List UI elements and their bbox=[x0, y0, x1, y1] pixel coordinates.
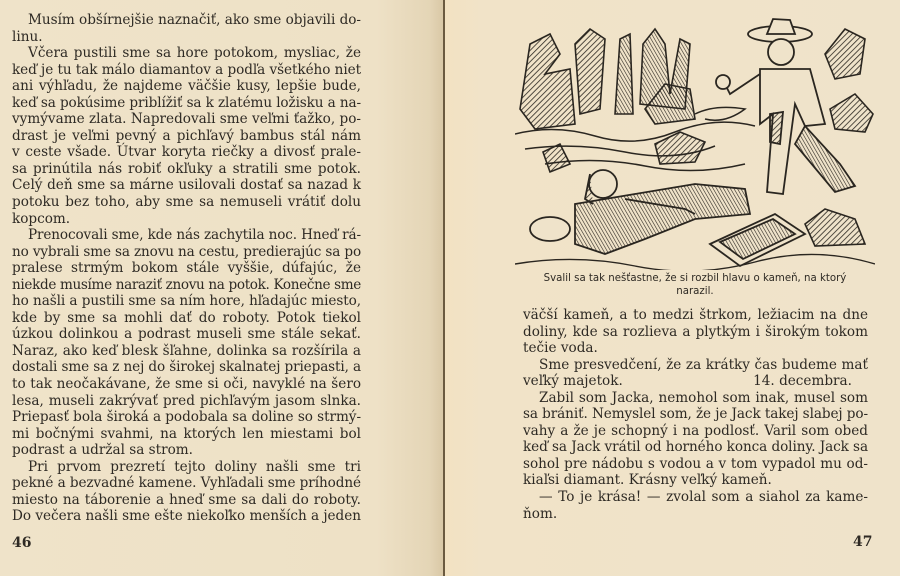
text-line: sa prinútila nás robiť okľuky a stratili sme potok. bbox=[12, 160, 361, 177]
text-line: Celý deň sme sa márne usilovali dostať sa nazad k bbox=[12, 177, 361, 194]
text-line: úzkou dolinkou a podrast museli sme stále sekať. bbox=[12, 326, 361, 343]
text-line: vahy a že je schopný i na podlosť. Varil som obed bbox=[523, 422, 868, 439]
text-line: Pri prvom prezretí tejto doliny našli sme tri bbox=[28, 458, 361, 475]
text-line: podrast a udržal sa strom. bbox=[12, 442, 193, 459]
text-line: Včera pustili sme sa hore potokom, mysliac, že bbox=[28, 45, 361, 62]
page-number-left: 46 bbox=[12, 535, 32, 551]
text-line: to tak neočakávane, že sme si oči, navyklé na šero bbox=[12, 376, 361, 393]
text-line: potoku bez toho, aby sme sa nemuseli vrátiť dolu bbox=[12, 194, 361, 211]
text-line: tečie voda. bbox=[523, 340, 598, 357]
text-line: Naraz, ako keď blesk šľahne, dolinka sa rozšírila a bbox=[12, 342, 361, 359]
text-line: niekde musíme naraziť znovu na potok. Konečne sme bbox=[12, 276, 361, 293]
text-line: dostali sme sa z nej do širokej skalnatej priepasti, a bbox=[12, 359, 361, 376]
diary-date: 14. decembra. bbox=[753, 373, 852, 390]
text-line: keď sa pokúsime priblížiť sa k zlatému ložisku a na- bbox=[12, 94, 361, 111]
text-line: kopcom. bbox=[12, 210, 71, 227]
text-line: doliny, kde sa rozlieva a plytkým i širokým tokom bbox=[523, 323, 868, 340]
text-line: mi bočnými svahmi, na ktorých len miestami bol bbox=[12, 425, 361, 442]
text-line: sa brániť. Nemyslel som, že je Jack takej slabej po- bbox=[523, 406, 868, 423]
text-line: drast je veľmi pevný a pichľavý bambus stál nám bbox=[12, 127, 361, 144]
page-number-right: 47 bbox=[853, 534, 873, 550]
text-line: keď je tu tak málo diamantov a podľa všetkého niet bbox=[12, 61, 361, 78]
text-line: v ceste všade. Útvar koryta riečky a divosť prale- bbox=[12, 144, 361, 161]
text-line: — To je krása! — zvolal som a siahol za kame- bbox=[539, 489, 868, 506]
rocks-left bbox=[520, 29, 605, 129]
text-line: kde by sme sa mohli dať do roboty. Potok tiekol bbox=[12, 309, 361, 326]
cactus bbox=[615, 29, 695, 124]
text-line: ho našli a pustili sme sa ním hore, hľadajúc miesto, bbox=[12, 293, 361, 310]
caption-line: Svalil sa tak nešťastne, že si rozbil hlavu o kameň, na ktorý bbox=[543, 273, 847, 284]
woodcut-illustration bbox=[515, 14, 875, 270]
text-line: lesa, museli zakrývať pred pichľavým jasom slnka. bbox=[12, 392, 361, 409]
ground bbox=[515, 254, 875, 270]
text-line: linu. bbox=[12, 28, 43, 45]
text-line: Musím obšírnejšie naznačiť, ako sme objavili do- bbox=[28, 12, 361, 28]
illustration-caption bbox=[520, 273, 870, 298]
caption-line: narazil. bbox=[676, 285, 714, 297]
text-line: kiaľsi diamant. Krásny veľký kameň. bbox=[523, 472, 772, 489]
text-line: Sme presvedčení, že za krátky čas budeme mať bbox=[539, 356, 868, 373]
text-line: Prenocovali sme, kde nás zachytila noc. Hneď rá- bbox=[28, 227, 361, 244]
text-line: Do večera našli sme ešte niekoľko menších a jeden bbox=[12, 508, 361, 525]
text-line: Priepasť bola široká a podobala sa doline so strmý- bbox=[12, 409, 361, 426]
sieve-box bbox=[710, 214, 805, 266]
text-line: no vybrali sme sa znovu na cestu, predierajúc sa po bbox=[12, 243, 361, 260]
text-line: sohol pre nádobu s vodou a v tom vypadol mu od- bbox=[523, 455, 868, 472]
text-line: ani výhľadu, že najdeme väčšie kusy, lepšie bude, bbox=[12, 78, 361, 95]
left-page-text bbox=[12, 12, 361, 525]
text-line: pekné a bezvadné kamene. Vyhľadali sme príhodné bbox=[12, 475, 361, 492]
text-line: väčší kameň, a to medzi štrkom, ležiacim na dne bbox=[523, 307, 868, 323]
text-line: Zabil som Jacka, nemohol som inak, musel som bbox=[539, 389, 868, 406]
text-line: veľký majetok. bbox=[523, 373, 623, 390]
text-line: keď sa Jack vrátil od horného konca doliny. Jack sa bbox=[523, 439, 868, 456]
text-line: ňom. bbox=[523, 505, 558, 522]
text-line: miesto na táborenie a hneď sme sa dali do roboty. bbox=[12, 491, 361, 508]
text-line: vymývame zlata. Napredovali sme veľmi ťažko, po- bbox=[12, 111, 361, 128]
text-line: pralese strmým bokom stále vyššie, dúfajúc, že bbox=[12, 260, 361, 277]
right-page-text bbox=[523, 307, 868, 522]
